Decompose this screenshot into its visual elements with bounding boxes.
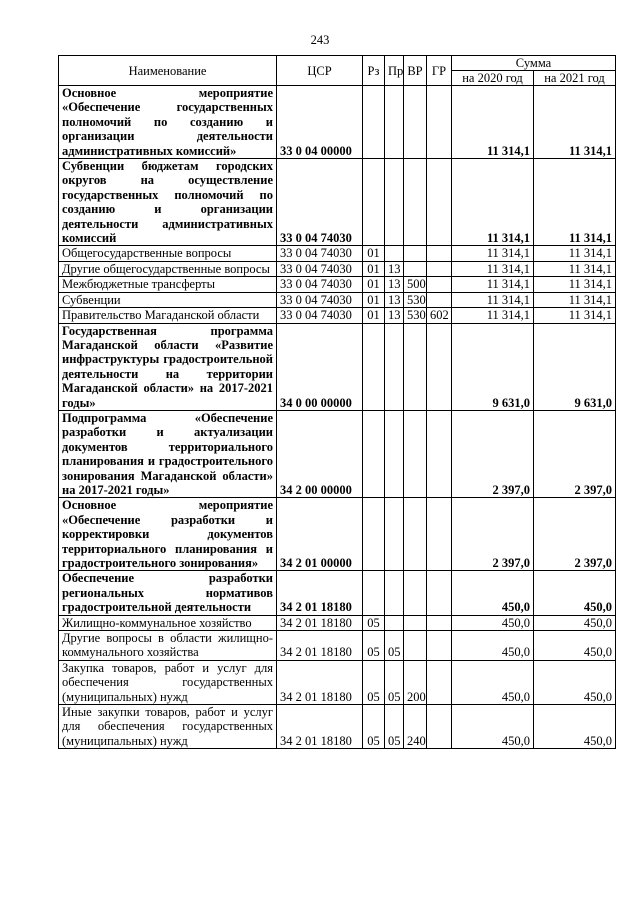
row-csr: 34 2 01 00000 xyxy=(277,498,363,571)
row-name: Межбюджетные трансферты xyxy=(59,277,277,292)
row-sum-2020: 11 314,1 xyxy=(452,261,534,276)
row-csr: 33 0 04 00000 xyxy=(277,86,363,159)
row-sum-2021: 11 314,1 xyxy=(534,292,616,307)
row-sum-2021: 450,0 xyxy=(534,631,616,661)
table-row xyxy=(59,159,616,246)
row-sum-2020: 11 314,1 xyxy=(452,86,534,159)
row-sum-2020: 11 314,1 xyxy=(452,246,534,261)
row-csr: 34 2 01 18180 xyxy=(277,615,363,630)
row-sum-2021: 2 397,0 xyxy=(534,410,616,497)
row-name: Закупка товаров, работ и услуг для обеспечения государственных (муниципальных) нужд xyxy=(59,660,277,704)
row-pr: 13 xyxy=(385,261,404,276)
row-gr xyxy=(427,615,452,630)
row-sum-2021: 11 314,1 xyxy=(534,86,616,159)
row-gr xyxy=(427,86,452,159)
row-vr xyxy=(404,86,427,159)
row-sum-2020: 450,0 xyxy=(452,705,534,749)
header-sum: Сумма xyxy=(452,56,616,71)
row-gr xyxy=(427,159,452,246)
table-row xyxy=(59,615,616,630)
row-rz: 05 xyxy=(363,660,385,704)
row-name: Государственная программа Магаданской области «Развитие инфраструктуры градостроительной деятельности на территории Магаданской области» на 2017-2021 годы» xyxy=(59,323,277,410)
row-sum-2020: 2 397,0 xyxy=(452,410,534,497)
table-row xyxy=(59,571,616,615)
row-rz: 01 xyxy=(363,246,385,261)
row-rz xyxy=(363,410,385,497)
row-pr: 13 xyxy=(385,308,404,323)
row-name: Другие общегосударственные вопросы xyxy=(59,261,277,276)
table-row xyxy=(59,261,616,276)
row-name: Иные закупки товаров, работ и услуг для обеспечения государственных (муниципальных) нужд xyxy=(59,705,277,749)
header-2020: на 2020 год xyxy=(452,71,534,86)
row-vr xyxy=(404,410,427,497)
row-csr: 34 2 01 18180 xyxy=(277,571,363,615)
row-name: Общегосударственные вопросы xyxy=(59,246,277,261)
row-vr xyxy=(404,571,427,615)
row-sum-2021: 11 314,1 xyxy=(534,261,616,276)
row-sum-2021: 450,0 xyxy=(534,705,616,749)
row-csr: 33 0 04 74030 xyxy=(277,277,363,292)
row-rz xyxy=(363,159,385,246)
table-row xyxy=(59,277,616,292)
row-pr: 05 xyxy=(385,631,404,661)
row-vr xyxy=(404,261,427,276)
table-row xyxy=(59,660,616,704)
row-gr xyxy=(427,410,452,497)
page-number: 243 xyxy=(310,33,330,47)
row-sum-2021: 9 631,0 xyxy=(534,323,616,410)
row-pr: 05 xyxy=(385,660,404,704)
table-row xyxy=(59,86,616,159)
row-rz xyxy=(363,323,385,410)
row-sum-2020: 9 631,0 xyxy=(452,323,534,410)
table-row xyxy=(59,410,616,497)
row-rz: 01 xyxy=(363,277,385,292)
row-name: Другие вопросы в области жилищно-коммунального хозяйства xyxy=(59,631,277,661)
table-row xyxy=(59,246,616,261)
row-sum-2021: 11 314,1 xyxy=(534,159,616,246)
row-csr: 34 2 00 00000 xyxy=(277,410,363,497)
row-gr xyxy=(427,631,452,661)
row-csr: 34 2 01 18180 xyxy=(277,631,363,661)
table-row xyxy=(59,498,616,571)
row-rz xyxy=(363,86,385,159)
row-rz: 01 xyxy=(363,308,385,323)
row-pr xyxy=(385,159,404,246)
row-pr xyxy=(385,246,404,261)
table-row xyxy=(59,308,616,323)
row-vr: 200 xyxy=(404,660,427,704)
row-pr xyxy=(385,86,404,159)
row-sum-2021: 450,0 xyxy=(534,571,616,615)
row-sum-2020: 450,0 xyxy=(452,660,534,704)
row-sum-2020: 450,0 xyxy=(452,615,534,630)
row-sum-2021: 11 314,1 xyxy=(534,277,616,292)
row-rz: 01 xyxy=(363,261,385,276)
row-rz: 05 xyxy=(363,631,385,661)
header-rz: Рз xyxy=(363,56,385,86)
row-rz: 05 xyxy=(363,615,385,630)
row-vr: 530 xyxy=(404,308,427,323)
row-csr: 33 0 04 74030 xyxy=(277,261,363,276)
row-gr xyxy=(427,277,452,292)
row-gr: 602 xyxy=(427,308,452,323)
row-csr: 33 0 04 74030 xyxy=(277,246,363,261)
row-csr: 34 2 01 18180 xyxy=(277,705,363,749)
row-csr: 33 0 04 74030 xyxy=(277,159,363,246)
row-sum-2021: 2 397,0 xyxy=(534,498,616,571)
row-csr: 33 0 04 74030 xyxy=(277,308,363,323)
row-sum-2021: 11 314,1 xyxy=(534,308,616,323)
row-rz xyxy=(363,498,385,571)
row-pr: 13 xyxy=(385,292,404,307)
row-gr xyxy=(427,323,452,410)
row-vr: 240 xyxy=(404,705,427,749)
row-rz: 05 xyxy=(363,705,385,749)
row-pr xyxy=(385,410,404,497)
budget-table xyxy=(58,55,616,749)
row-name: Основное мероприятие «Обеспечение разработки и корректировки документов территориального планирования и градостроительного зонирования» xyxy=(59,498,277,571)
row-pr xyxy=(385,571,404,615)
row-sum-2020: 11 314,1 xyxy=(452,159,534,246)
header-vr: ВР xyxy=(404,56,427,86)
row-vr: 530 xyxy=(404,292,427,307)
header-gr: ГР xyxy=(427,56,452,86)
row-sum-2020: 11 314,1 xyxy=(452,277,534,292)
row-pr xyxy=(385,615,404,630)
row-vr xyxy=(404,246,427,261)
row-pr xyxy=(385,498,404,571)
row-vr: 500 xyxy=(404,277,427,292)
table-row xyxy=(59,323,616,410)
header-2021: на 2021 год xyxy=(534,71,616,86)
row-gr xyxy=(427,261,452,276)
row-sum-2021: 450,0 xyxy=(534,615,616,630)
row-rz: 01 xyxy=(363,292,385,307)
row-vr xyxy=(404,498,427,571)
row-gr xyxy=(427,660,452,704)
row-name: Жилищно-коммунальное хозяйство xyxy=(59,615,277,630)
header-csr: ЦСР xyxy=(277,56,363,86)
row-sum-2020: 11 314,1 xyxy=(452,292,534,307)
row-rz xyxy=(363,571,385,615)
row-pr: 05 xyxy=(385,705,404,749)
row-name: Субвенции xyxy=(59,292,277,307)
row-csr: 33 0 04 74030 xyxy=(277,292,363,307)
row-gr xyxy=(427,246,452,261)
header-pr: Пр xyxy=(385,56,404,86)
row-sum-2021: 450,0 xyxy=(534,660,616,704)
row-name: Основное мероприятие «Обеспечение государственных полномочий по созданию и организации деятельности административных комиссий» xyxy=(59,86,277,159)
row-name: Субвенции бюджетам городских округов на осуществление государственных полномочий по созданию и организации деятельности административных комиссий xyxy=(59,159,277,246)
row-gr xyxy=(427,498,452,571)
row-sum-2020: 450,0 xyxy=(452,571,534,615)
row-csr: 34 0 00 00000 xyxy=(277,323,363,410)
row-name: Обеспечение разработки региональных нормативов градостроительной деятельности xyxy=(59,571,277,615)
row-sum-2020: 2 397,0 xyxy=(452,498,534,571)
table-row xyxy=(59,705,616,749)
table-row xyxy=(59,631,616,661)
row-vr xyxy=(404,631,427,661)
row-vr xyxy=(404,323,427,410)
row-name: Правительство Магаданской области xyxy=(59,308,277,323)
row-gr xyxy=(427,292,452,307)
row-sum-2020: 450,0 xyxy=(452,631,534,661)
row-name: Подпрограмма «Обеспечение разработки и актуализации документов территориального планирования и градостроительного зонирования Магаданской области» на 2017-2021 годы» xyxy=(59,410,277,497)
table-row xyxy=(59,292,616,307)
row-gr xyxy=(427,705,452,749)
header-name: Наименование xyxy=(59,56,277,86)
row-csr: 34 2 01 18180 xyxy=(277,660,363,704)
row-sum-2020: 11 314,1 xyxy=(452,308,534,323)
row-gr xyxy=(427,571,452,615)
row-sum-2021: 11 314,1 xyxy=(534,246,616,261)
row-vr xyxy=(404,615,427,630)
row-pr xyxy=(385,323,404,410)
row-vr xyxy=(404,159,427,246)
row-pr: 13 xyxy=(385,277,404,292)
